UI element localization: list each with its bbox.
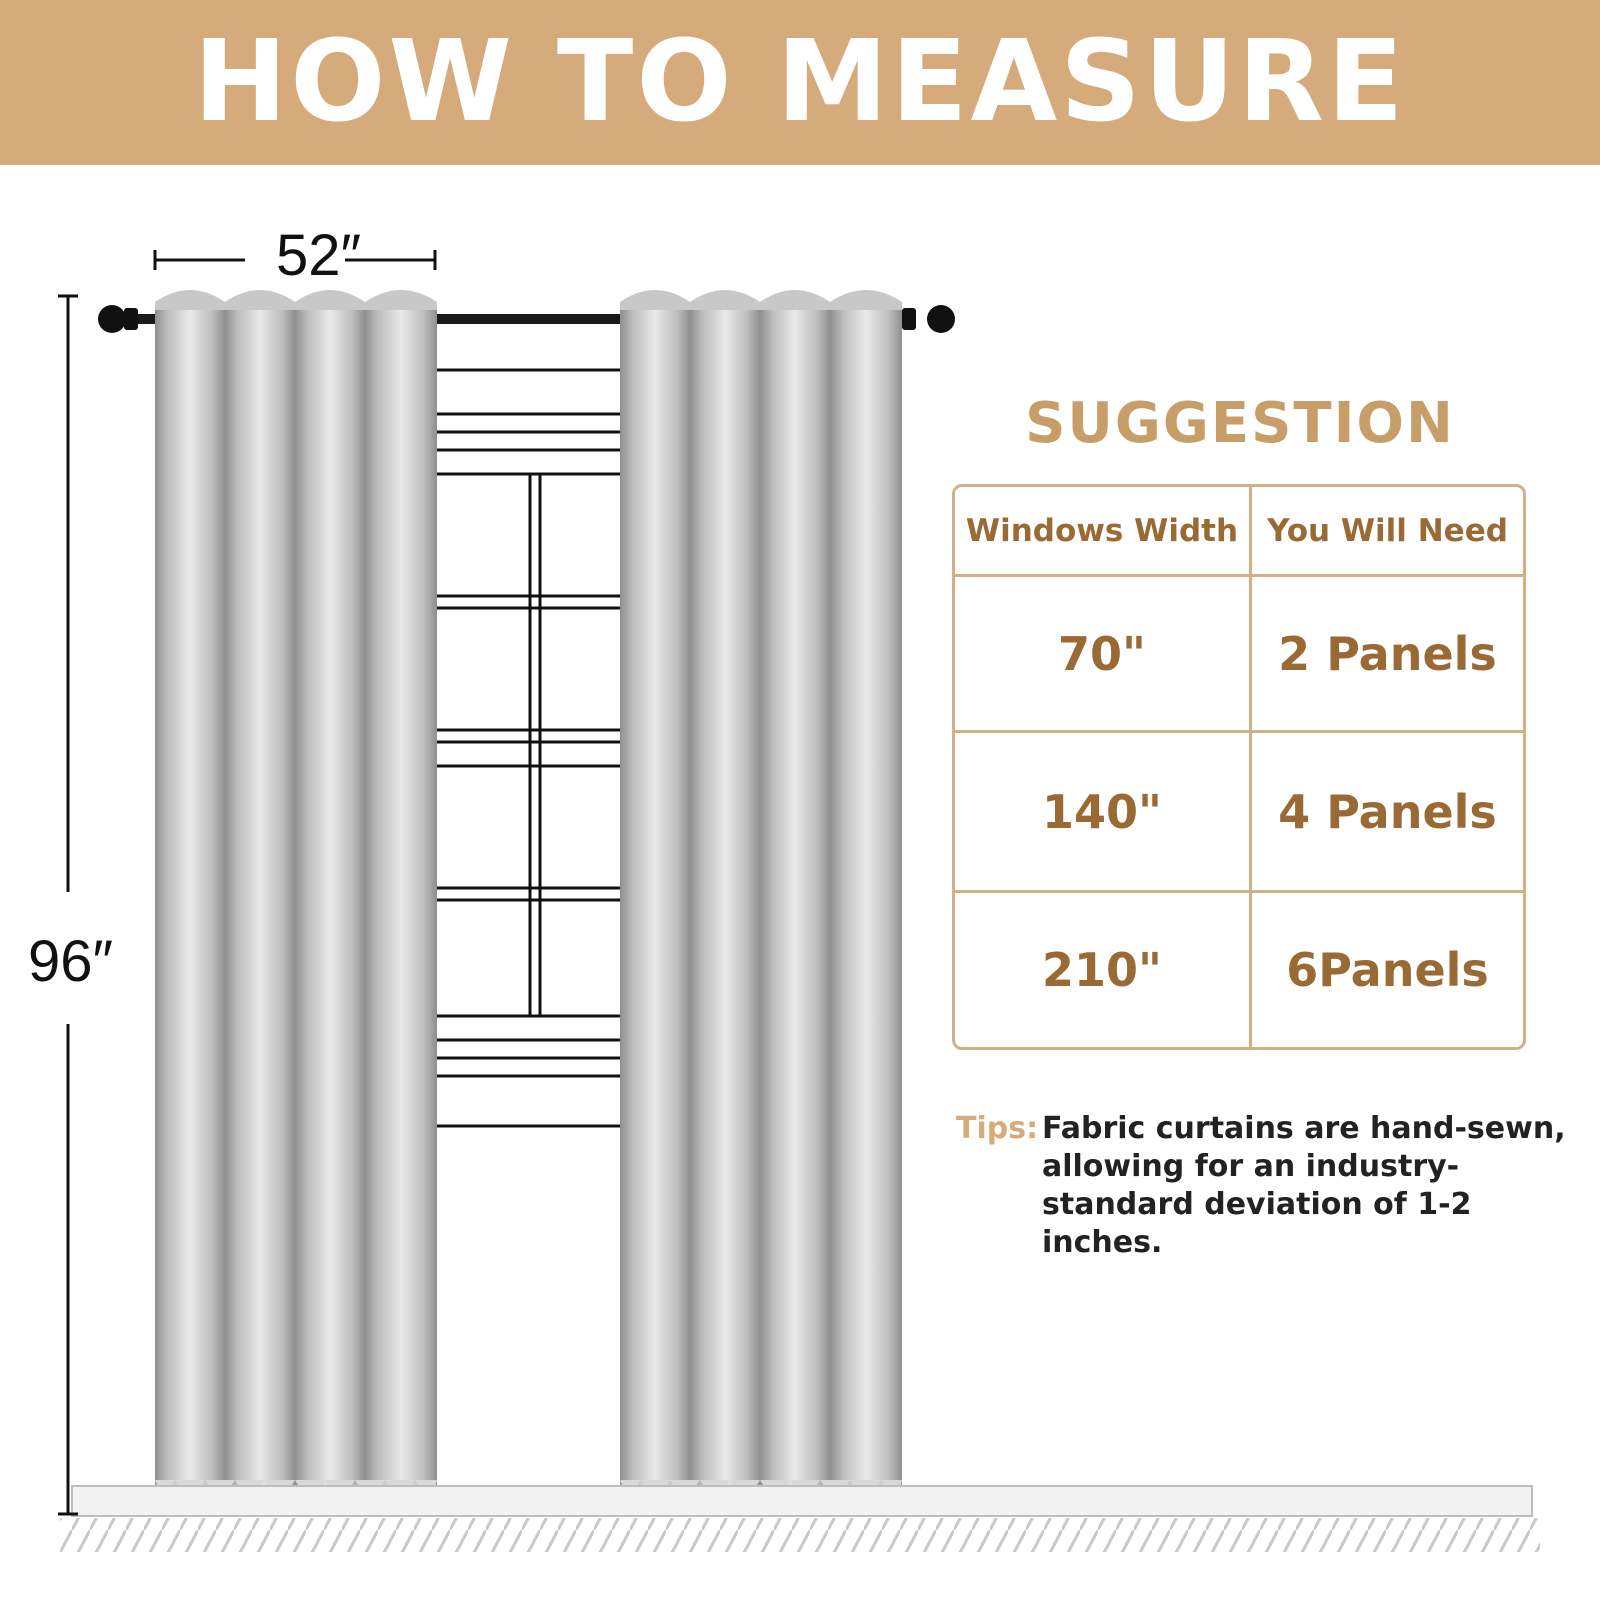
suggestion-title: SUGGESTION (1025, 391, 1455, 456)
table-cell-need: 2 Panels (1278, 626, 1497, 681)
column-header-you-will-need: You Will Need (1267, 512, 1508, 549)
column-header-windows-width: Windows Width (965, 512, 1239, 549)
table-cell-need: 6Panels (1286, 943, 1489, 997)
window-frame (430, 370, 620, 1126)
height-dimension-line (58, 296, 78, 1514)
tips-text: Fabric curtains are hand-sewn, allowing for an industry-standard deviation of 1-2 inches. (1042, 1111, 1566, 1260)
table-cell-width: 140" (1042, 784, 1162, 839)
table-cell-need: 4 Panels (1278, 784, 1497, 839)
table-cell-width: 210" (1042, 943, 1162, 997)
page-title: HOW TO MEASURE (193, 17, 1407, 147)
width-measurement-label: 52″ (276, 223, 362, 288)
floor (60, 1486, 1540, 1552)
tips-label: Tips: (956, 1111, 1039, 1146)
right-curtain-panel (620, 290, 902, 1504)
suggestion-table (952, 484, 1526, 1050)
table-cell-width: 70" (1058, 626, 1146, 681)
left-curtain-panel (155, 290, 437, 1504)
height-measurement-label: 96″ (28, 929, 114, 994)
